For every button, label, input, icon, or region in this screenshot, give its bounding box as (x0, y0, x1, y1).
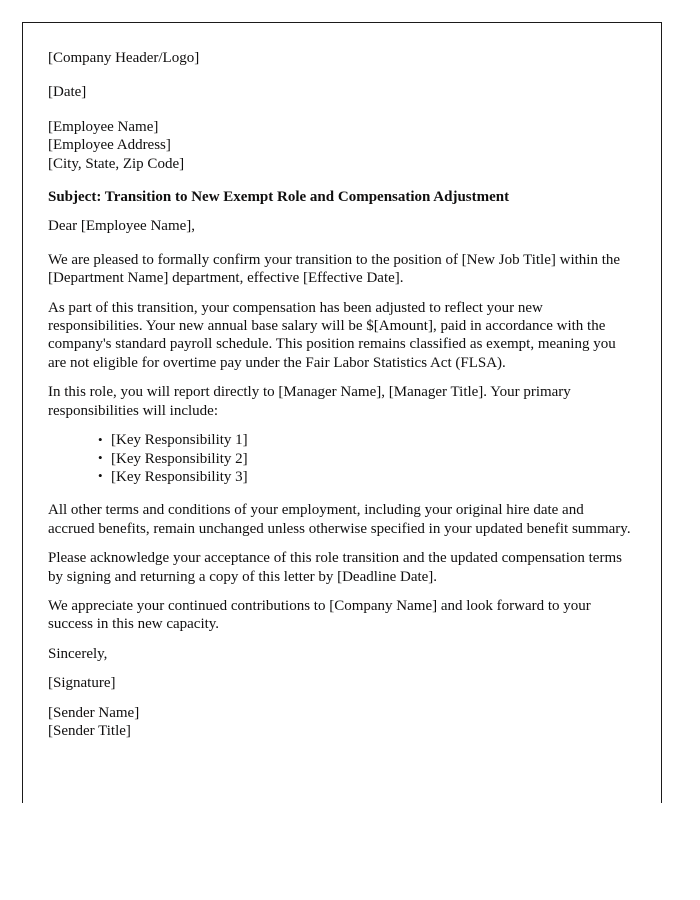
recipient-city-state-zip: [City, State, Zip Code] (48, 155, 185, 172)
recipient-address: [Employee Address] (48, 137, 171, 154)
spacer (48, 693, 633, 704)
list-item: • [Key Responsibility 2] (98, 450, 633, 468)
spacer (48, 586, 633, 597)
list-item: • [Key Responsibility 1] (98, 431, 633, 449)
spacer (48, 102, 633, 118)
spacer (48, 486, 633, 501)
spacer (48, 206, 633, 217)
letter-date-placeholder: [Date] (48, 84, 87, 101)
paragraph-acknowledgement: Please acknowledge your acceptance of this role transition and the updated compensation terms by signing and returning a copy of this letter by [Deadline Date]. (48, 550, 622, 585)
sender-name: [Sender Name] (48, 704, 140, 721)
paragraph-closing-note: We appreciate your continued contributions to [Company Name] and look forward to your success in this new capacity. (48, 597, 591, 633)
sender-title: [Sender Title] (48, 722, 131, 739)
spacer (48, 634, 633, 645)
company-header-placeholder: [Company Header/Logo] (48, 50, 200, 66)
spacer (48, 288, 633, 299)
paragraph-compensation: As part of this transition, your compensation has been adjusted to reflect your new responsibilities. Your new annual base salary will be $[Amount], paid in accordance with the company's standard payroll schedule. This position remains classified as exempt, meaning you are not eligible for overtime pay under the Fair Labor Statistics Act (FLSA). (48, 299, 616, 371)
paragraph-intro: We are pleased to formally confirm your transition to the position of [New Job Title] within the [Department Name] department, effective [Effective Date]. (48, 251, 621, 287)
document-page (22, 22, 662, 803)
list-item: • [Key Responsibility 3] (98, 468, 633, 486)
salutation: Dear [Employee Name], (48, 218, 196, 235)
subject-line: Subject: Transition to New Exempt Role and Compensation Adjustment (48, 189, 510, 206)
spacer (48, 372, 633, 383)
spacer (48, 236, 633, 251)
spacer (48, 538, 633, 549)
sender-block (48, 704, 633, 741)
recipient-address-block (48, 118, 633, 173)
spacer (48, 420, 633, 431)
sign-off: Sincerely, (48, 645, 108, 662)
spacer (48, 67, 633, 83)
paragraph-reporting: In this role, you will report directly to [Manager Name], [Manager Title]. Your primary responsibilities will include: (48, 384, 571, 419)
paragraph-terms: All other terms and conditions of your employment, including your original hire date and accrued benefits, remain unchanged unless otherwise specified in your updated benefit summary. (48, 502, 631, 537)
letter-content (48, 49, 633, 740)
spacer (48, 173, 633, 188)
recipient-name: [Employee Name] (48, 118, 159, 135)
responsibilities-list (48, 431, 633, 486)
signature-placeholder: [Signature] (48, 675, 116, 692)
spacer (48, 663, 633, 674)
